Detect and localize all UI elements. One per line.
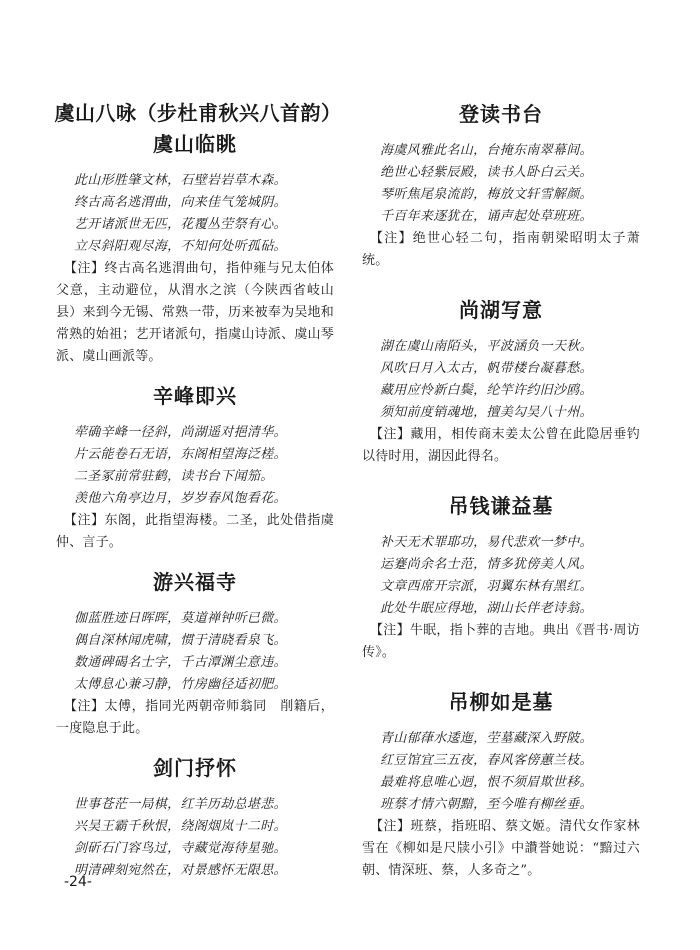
verse-line: 荦确辛峰一径斜，尚湖遥对挹清华。 bbox=[74, 425, 287, 440]
poem-section bbox=[362, 688, 640, 882]
right-column bbox=[362, 100, 640, 882]
poem-section bbox=[56, 568, 334, 740]
verse-line: 班蔡才情六朝黯，至今唯有柳丝垂。 bbox=[380, 797, 593, 812]
poem-title: 吊钱谦益墓 bbox=[448, 494, 554, 518]
poem-note: 【注】东阁，此指望海楼。二圣，此处借指虞仲、言子。 bbox=[56, 513, 334, 550]
poem-section bbox=[56, 130, 334, 368]
verse-line: 太傅息心兼习静，竹房幽径适初肥。 bbox=[74, 677, 287, 692]
verse-line: 伽蓝胜迹日晖晖，莫道禅钟听已微。 bbox=[74, 611, 287, 626]
poem-title: 登读书台 bbox=[459, 102, 543, 126]
poem-section bbox=[362, 296, 640, 468]
poem-section bbox=[56, 754, 334, 882]
verse-line: 数通碑碣名士字，千古潭渊尘意违。 bbox=[74, 655, 287, 670]
verse-line: 艺开诸派世无匹，花覆丛茔祭有心。 bbox=[74, 217, 287, 232]
page-title: 虞山八咏（步杜甫秋兴八首韵） bbox=[54, 101, 342, 125]
verse-line: 文章西席开宗派，羽翼东林有黑红。 bbox=[380, 579, 593, 594]
poem-note: 【注】藏用，相传商末姜太公曾在此隐居垂钓以待时用，湖因此得名。 bbox=[362, 427, 640, 464]
verse-line: 羡他六角亭边月，岁岁春风饱看花。 bbox=[74, 491, 287, 506]
verse-line: 湖在虞山南陌头，平波涵负一天秋。 bbox=[380, 339, 593, 354]
verse-line: 剑斫石门容鸟过，寺藏觉海待星驰。 bbox=[74, 841, 287, 856]
verse-line: 琴听焦尾泉流韵，梅放文轩雪解颜。 bbox=[380, 187, 593, 202]
verse-line: 须知前度销魂地，擅美勾吴八十州。 bbox=[380, 405, 593, 420]
verse-line: 立尽斜阳观尽海，不知何处听孤砧。 bbox=[74, 239, 287, 254]
verse-line: 偶自深林闻虎啸，惯于清晓看泉飞。 bbox=[74, 633, 287, 648]
poem-note: 【注】终古高名逃渭曲句，指仲雍与兄太伯体父意，主动避位，从渭水之滨（今陕西省岐山县）来到今无锡、常熟一带，历来被奉为吴地和常熟的始祖；艺开诸派句，指虞山诗派、虞山琴派、虞山画派等。 bbox=[56, 261, 334, 364]
verse-line: 世事苍茫一局棋，红羊历劫总堪悲。 bbox=[74, 797, 287, 812]
verse-line: 藏用应怜新白鬓，纶竿许约旧沙鸥。 bbox=[380, 383, 593, 398]
verse-line: 补天无术罪耶功，易代悲欢一梦中。 bbox=[380, 535, 593, 550]
verse-line: 红豆馆宜三五夜，春风客傍蕙兰枝。 bbox=[380, 753, 593, 768]
poem-section bbox=[362, 100, 640, 272]
poem-title: 辛峰即兴 bbox=[153, 384, 237, 408]
verse-line: 二圣冢前常驻鹤，读书台下闻笳。 bbox=[74, 469, 274, 484]
poem-section bbox=[362, 492, 640, 664]
poem-title: 虞山临眺 bbox=[153, 132, 237, 156]
poem-title: 吊柳如是墓 bbox=[448, 690, 554, 714]
poem-section bbox=[56, 382, 334, 554]
poem-note: 【注】太傅，指同光两朝帝师翁同 削籍后，一度隐息于此。 bbox=[56, 699, 334, 736]
verse-line: 此山形胜肇文林，石壁岩岩草木森。 bbox=[74, 173, 287, 188]
verse-line: 绝世心轻紫辰殿，读书人卧白云关。 bbox=[380, 165, 593, 180]
verse-line: 终古高名逃渭曲，向来佳气笼城阴。 bbox=[74, 195, 287, 210]
verse-line: 风吹日月入太古，帆带楼台凝暮愁。 bbox=[380, 361, 593, 376]
verse-line: 兴吴王霸千秋恨，绕阁烟岚十二时。 bbox=[74, 819, 287, 834]
verse-line: 青山郁葎水逶迤，茔墓藏深入野陂。 bbox=[380, 731, 593, 746]
verse-line: 运蹇尚余名士范，情多犹傍美人风。 bbox=[380, 557, 593, 572]
verse-line: 片云能卷石无语，东阁相望海泛槎。 bbox=[74, 447, 287, 462]
verse-line: 千百年来逐犹在，诵声起处草班班。 bbox=[380, 209, 593, 224]
left-column bbox=[54, 100, 342, 882]
verse-line: 明清碑刻宛然在，对景感怀无限思。 bbox=[74, 863, 287, 878]
poem-note: 【注】班蔡，指班昭、蔡文姬。清代女作家林雪在《柳如是尺牍小引》中讚誉她说：“黯过六朝、情深班、蔡，人多奇之”。 bbox=[362, 819, 640, 878]
poem-title: 剑门抒怀 bbox=[153, 756, 237, 780]
verse-line: 最难将息唯心迥，恨不须眉欺世移。 bbox=[380, 775, 593, 790]
page-number: -24- bbox=[64, 874, 92, 890]
verse-line: 此处牛眠应得地，湖山长伴老诗翁。 bbox=[380, 601, 593, 616]
verse-line: 海虞风雅此名山，台掩东南翠幕间。 bbox=[380, 143, 593, 158]
poem-title: 游兴福寺 bbox=[153, 570, 237, 594]
poem-note: 【注】绝世心轻二句，指南朝梁昭明太子萧统。 bbox=[362, 231, 640, 268]
poem-title: 尚湖写意 bbox=[459, 298, 543, 322]
poem-note: 【注】牛眠，指卜葬的吉地。典出《晋书·周访传》。 bbox=[362, 623, 640, 660]
